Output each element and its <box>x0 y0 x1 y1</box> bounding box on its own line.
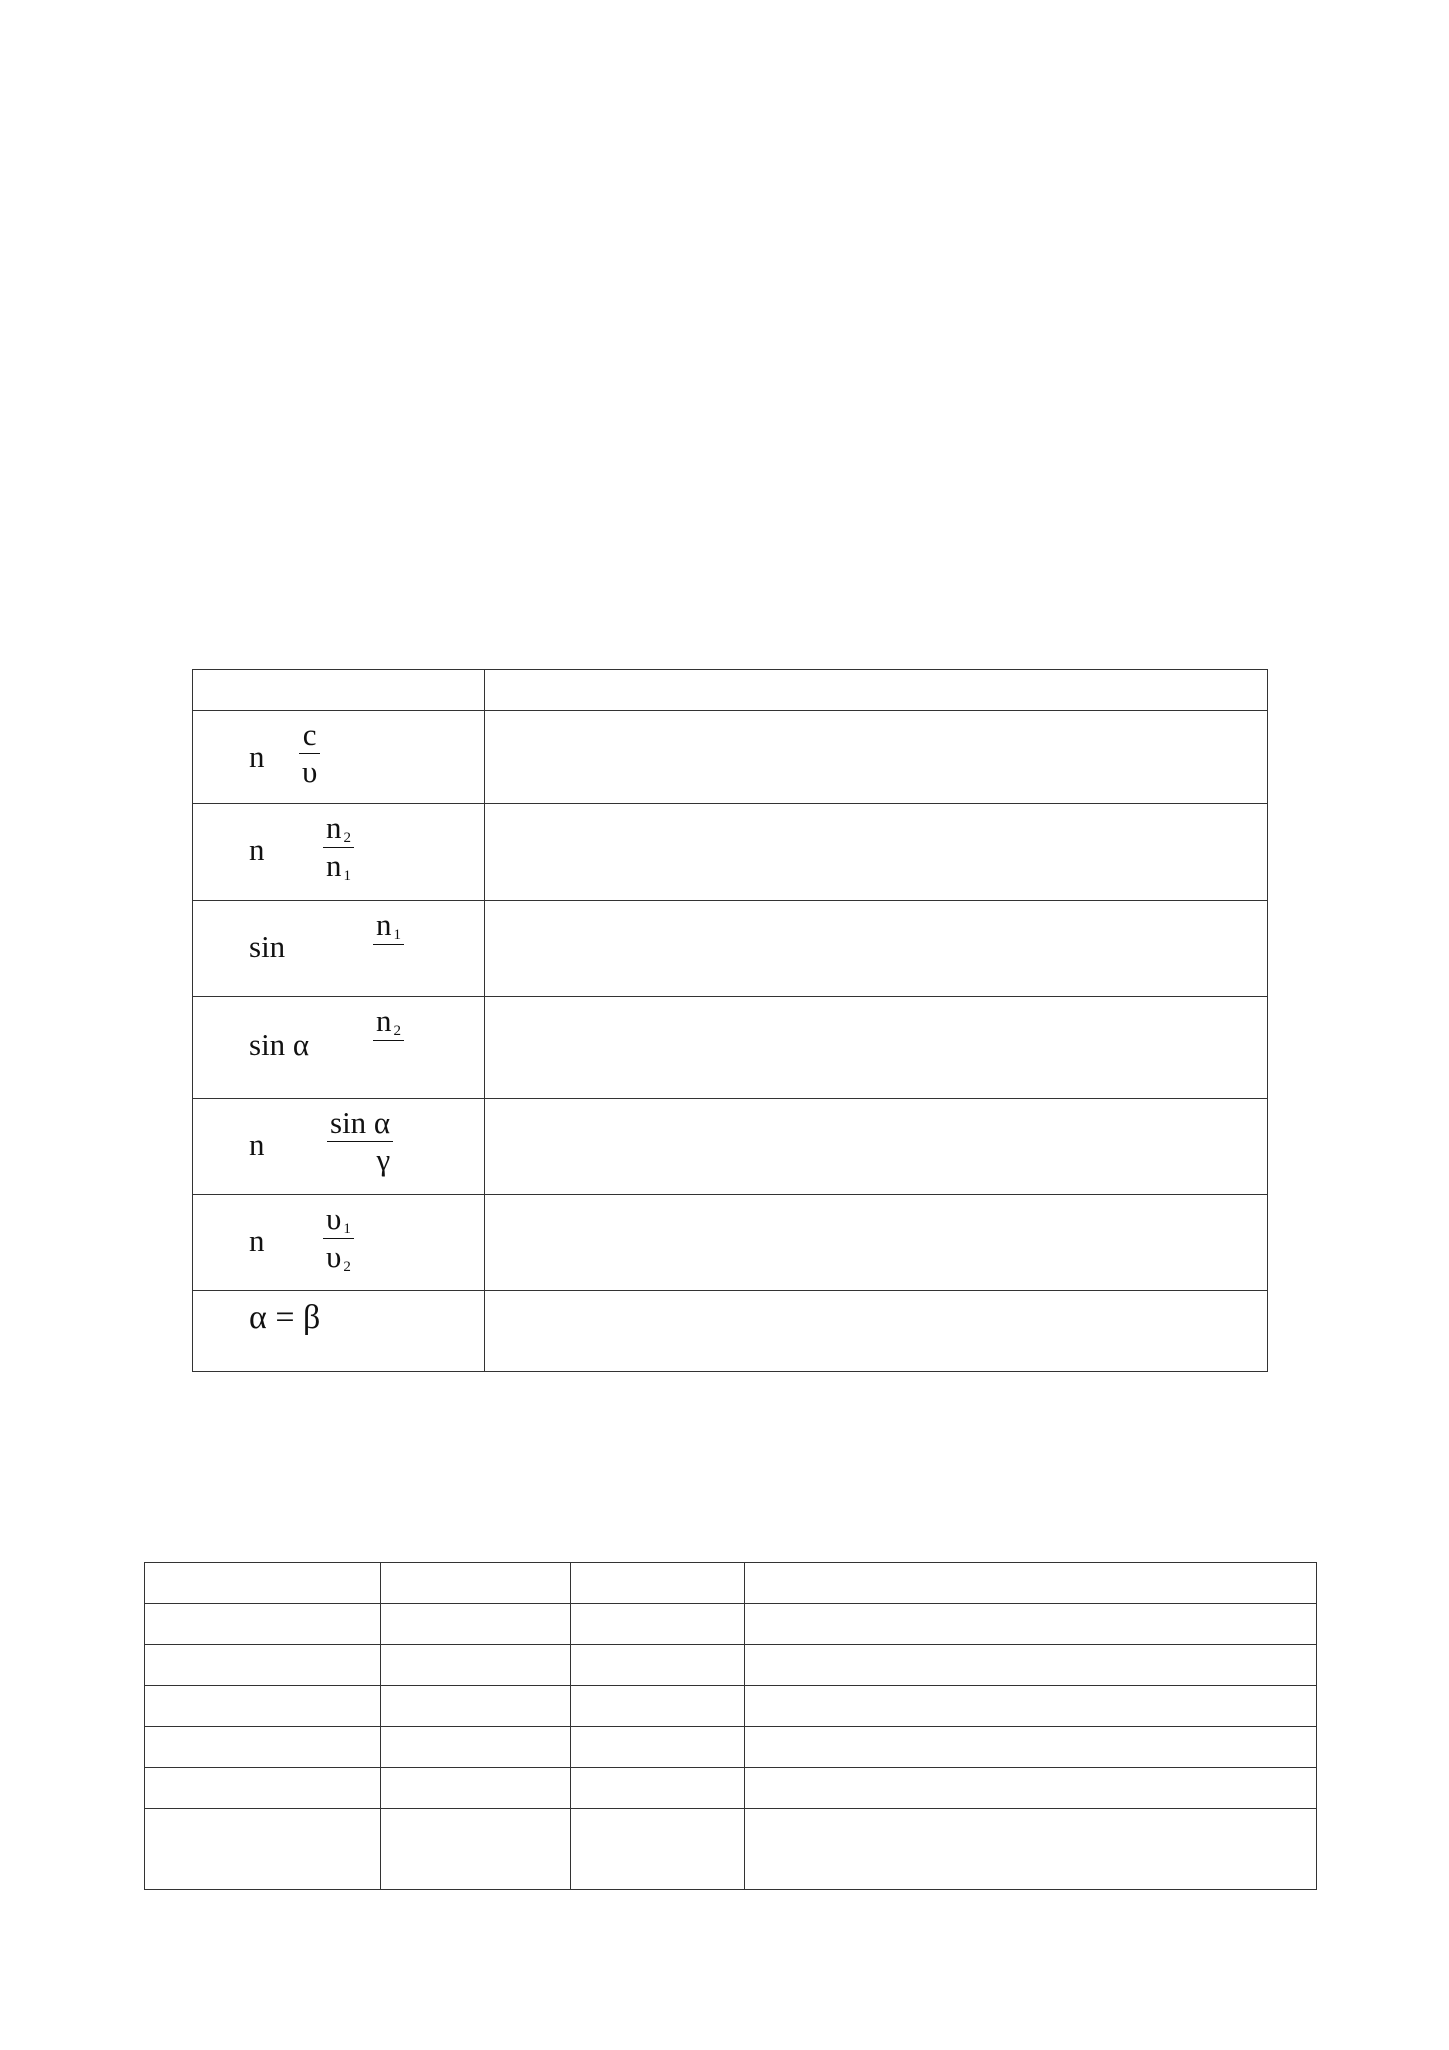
denominator-subscript: 2 <box>343 1259 351 1276</box>
formula-lhs: n <box>249 739 265 774</box>
denominator-base: υ <box>326 1239 342 1275</box>
description-cell <box>485 711 1268 804</box>
table-header-row <box>193 670 1268 711</box>
table-cell <box>145 1768 381 1809</box>
table-cell <box>571 1768 745 1809</box>
table-row <box>193 1195 1268 1291</box>
formula-lhs: n <box>249 832 265 867</box>
table-cell <box>145 1604 381 1645</box>
table-row <box>193 711 1268 804</box>
table-cell <box>381 1604 571 1645</box>
formula-cell <box>193 804 485 901</box>
table-row <box>145 1768 1317 1809</box>
table-row <box>193 1291 1268 1372</box>
formula-fraction <box>373 1003 404 1041</box>
denominator-subscript: 1 <box>343 868 351 885</box>
numerator-base: n <box>376 1003 392 1038</box>
formula-lhs: n <box>249 1223 265 1258</box>
table-cell <box>745 1727 1317 1768</box>
numerator-subscript: 1 <box>343 1221 351 1237</box>
table-cell <box>571 1604 745 1645</box>
numerator-base: n <box>376 907 392 942</box>
table-cell <box>145 1686 381 1727</box>
fraction-numerator <box>323 810 354 847</box>
formula-lhs: n <box>249 1127 265 1162</box>
numerator-subscript: 1 <box>393 927 401 943</box>
table-cell <box>381 1809 571 1890</box>
fraction-numerator: c <box>302 717 317 752</box>
denominator-base: n <box>326 848 342 884</box>
table-cell <box>745 1604 1317 1645</box>
table-cell <box>381 1727 571 1768</box>
table-cell <box>381 1768 571 1809</box>
table-row <box>193 997 1268 1099</box>
table-cell <box>745 1809 1317 1890</box>
formula-cell <box>193 1291 485 1372</box>
description-cell <box>485 1291 1268 1372</box>
table-row <box>193 901 1268 997</box>
fraction-numerator <box>373 907 404 944</box>
fraction-denominator: γ <box>376 1141 391 1177</box>
table-row <box>145 1809 1317 1890</box>
numerator-base: n <box>326 810 342 845</box>
description-cell <box>485 1099 1268 1195</box>
fraction-numerator <box>373 1003 404 1040</box>
formula-lhs: α = β <box>249 1299 321 1336</box>
fraction-denominator: υ <box>302 753 318 789</box>
table-row <box>145 1645 1317 1686</box>
formula-fraction <box>323 1201 354 1277</box>
table-cell <box>381 1686 571 1727</box>
empty-table-body <box>145 1563 1317 1890</box>
numerator-subscript: 2 <box>393 1023 401 1039</box>
formula-lhs: sin α <box>249 1027 310 1062</box>
table-cell <box>571 1686 745 1727</box>
fraction-denominator <box>323 1239 354 1276</box>
fraction-numerator <box>323 1201 354 1238</box>
table-cell <box>571 1727 745 1768</box>
empty-table <box>144 1562 1317 1890</box>
table-cell <box>145 1809 381 1890</box>
table-row <box>193 1099 1268 1195</box>
formula-cell <box>193 1099 485 1195</box>
table-cell <box>381 1645 571 1686</box>
formula-cell <box>193 997 485 1099</box>
table-row <box>145 1563 1317 1604</box>
header-cell-formula <box>193 670 485 711</box>
formula-table <box>192 669 1268 1372</box>
description-cell <box>485 997 1268 1099</box>
table-cell <box>145 1645 381 1686</box>
table-cell <box>745 1768 1317 1809</box>
formula-fraction <box>323 810 354 886</box>
numerator-base: υ <box>326 1201 342 1236</box>
table-cell <box>145 1563 381 1604</box>
numerator-subscript: 2 <box>343 830 351 846</box>
description-cell <box>485 901 1268 997</box>
formula-fraction <box>373 907 404 945</box>
fraction-denominator <box>323 848 354 885</box>
table-cell <box>381 1563 571 1604</box>
table-cell <box>745 1563 1317 1604</box>
fraction-bar <box>373 944 404 945</box>
table-cell <box>745 1686 1317 1727</box>
fraction-numerator: sin α <box>330 1105 391 1140</box>
table-row <box>145 1727 1317 1768</box>
formula-cell <box>193 711 485 804</box>
table-row <box>193 804 1268 901</box>
description-cell <box>485 804 1268 901</box>
table-cell <box>571 1563 745 1604</box>
description-cell <box>485 1195 1268 1291</box>
formula-fraction <box>299 717 320 789</box>
table-row <box>145 1604 1317 1645</box>
header-cell-description <box>485 670 1268 711</box>
fraction-bar <box>373 1040 404 1041</box>
table-row <box>145 1686 1317 1727</box>
formula-lhs: sin <box>249 929 286 964</box>
formula-cell <box>193 901 485 997</box>
table-cell <box>571 1809 745 1890</box>
formula-cell <box>193 1195 485 1291</box>
table-cell <box>145 1727 381 1768</box>
formula-fraction <box>327 1105 393 1177</box>
table-cell <box>571 1645 745 1686</box>
table-cell <box>745 1645 1317 1686</box>
